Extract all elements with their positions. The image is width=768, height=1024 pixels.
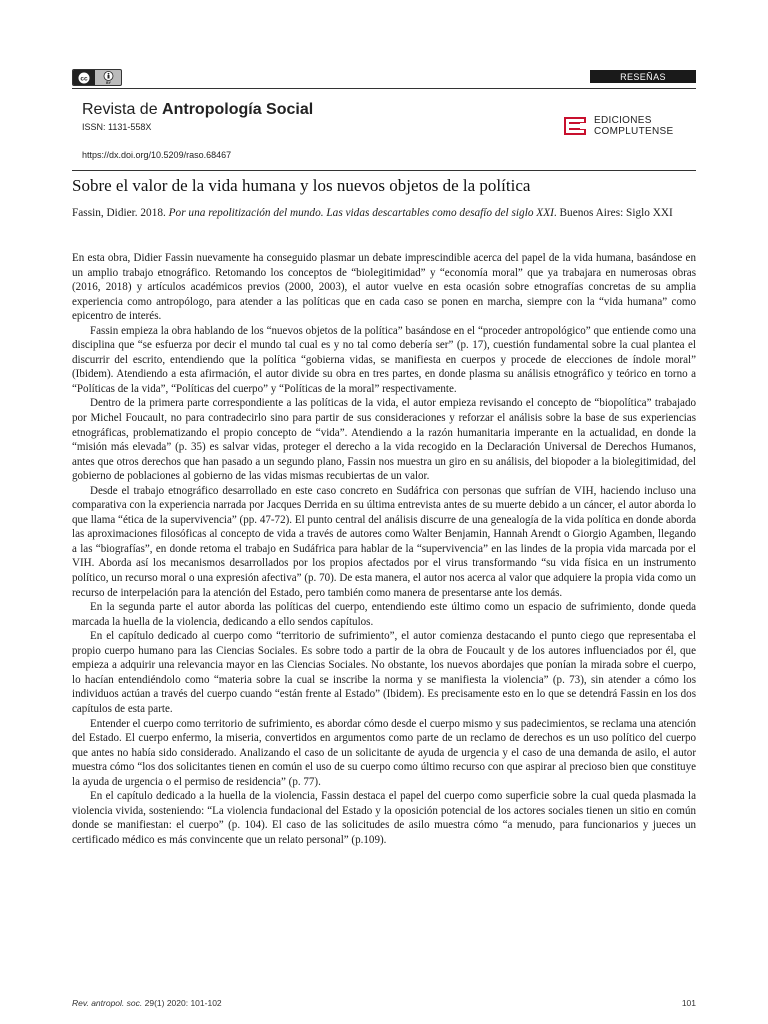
page-number: 101 [681,998,696,1008]
paragraph: Dentro de la primera parte correspondiente a las políticas de la vida, el autor empieza revisando el concepto de “biopolítica” trabajado por Michel Foucault, no para contradecirlo sino para partir de sus consideraciones y reforzar el análisis sobre la base de sus experiencias etnográficas, problematizando el propio concepto de “vida”. Atendiendo a la razón humanitaria imperante en la actualidad, en donde la “misión más elevada” (p. 35) es salvar vidas, proteger el derecho a la vida recogido en la Declaración Universal de Derechos Humanos, antes que otros derechos que han pasado a un segundo plano, Fassin nos muestra un giro en su análisis, del biopoder a la biolegitimidad, del gobierno de poblaciones al gobierno de las vidas mismas recubiertas de un valor. [72,397,696,483]
paragraph: En la segunda parte el autor aborda las políticas del cuerpo, entendiendo este último como un espacio de sufrimiento, donde queda marcada la huella de la violencia, dedicando a ello sendos capítulos. [72,601,696,628]
article-body [72,251,696,847]
journal-title-prefix: Revista de [82,101,163,118]
publisher-line-2: COMPLUTENSE [594,126,674,137]
by-label: BY [105,80,111,84]
book-citation [72,206,696,221]
paragraph: En el capítulo dedicado a la huella de la violencia, Fassin destaca el papel del cuerpo como superficie sobre la cual queda plasmada la violencia vivida, sosteniendo: “La violencia fundacional del Estado y la oposición potencial de los actores sociales tienen un sitio en común donde se manifiestan: el cuerpo” (p. 104). El caso de las solicitudes de asilo muestra cómo “a menudo, para funcionarios y jueces un certificado médico es más convincente que un relato personal” (p.109). [72,790,696,846]
journal-title[interactable] [82,101,313,119]
paragraph: En el capítulo dedicado al cuerpo como “territorio de sufrimiento”, el autor comienza destacando el punto ciego que representaba el propio cuerpo humano para las Ciencias Sociales. Es sobre todo a partir de la obra de Foucault y de los autores influenciados por él, que empieza a adquirir una relevancia mayor en las Ciencias Sociales. No obstante, los nuevos abordajes que ponían la mirada sobre el cuerpo, lo hacían entendiéndolo como “materia sobre la cual se inscribe la norma y se manifiesta la violencia” (p. 73), sin atender a cómo los individuos actúan a través del cuerpo cuando “están frente al Estado” (Ibidem). Es precisamente esto en lo que se detendrá Fassin en los dos capítulos de esta parte. [72,630,696,715]
citation-publisher: . Buenos Aires: Siglo XXI [553,207,673,219]
doi-link[interactable]: https://dx.doi.org/10.5209/raso.68467 [82,150,232,160]
paragraph: Desde el trabajo etnográfico desarrollado en este caso concreto en Sudáfrica con personas que sufrían de VIH, haciendo incluso una comparativa con la experiencia narrada por Jacques Derrida en su última entrevista antes de su muerte debido a un cáncer, el autor aborda lo que llama “ética de la supervivencia” (pp. 47-72). El punto central del análisis discurre de una genealogía de la vida política en donde aborda las aproximaciones filosóficas al concepto de vida a través de autores como Walter Benjamin, Hannah Arendt o Giorgio Agamben, llegando a las “biografías”, en donde retoma el trabajo en Sudáfrica para hablar de la “supervivencia” en las lindes de la propia vida marcada por el VIH. Aborda así los mecanismos desarrollados por los propios afectados por el virus transformando “su vida física en un instrumento político, un recurso moral o una expresión afectiva” (p. 70). De esta manera, el autor nos acerca al valor que adquiere la propia vida como un recurso de interpelación para la atención del Estado, pero también como manera de presentarse ante los demás. [72,484,696,599]
by-attribution-icon [95,70,121,85]
paragraph: Entender el cuerpo como territorio de sufrimiento, es abordar cómo desde el cuerpo mismo y sus padecimientos, se reclama una atención del Estado. El cuerpo enfermo, la miseria, convertidos en argumentos como parte de un reclamo de derechos es un uso político del cuerpo que antes no había sido considerado. Analizando el caso de un solicitante de ayuda de urgencia y el caso de una demanda de asilo, el autor muestra cómo “los dos solicitantes tienen en común el uso de su cuerpo como último recurso con que aspirar al precioso bien que constituye la ayuda de urgencia o el permiso de residencia” (p. 77). [72,717,696,788]
article-title: Sobre el valor de la vida humana y los nuevos objetos de la política [72,176,531,195]
svg-text:cc: cc [80,75,88,83]
cc-icon [73,70,95,85]
journal-header [72,88,696,171]
footer-journal-abbrev: Rev. antropol. soc. [72,998,143,1008]
paragraph: En esta obra, Didier Fassin nuevamente ha conseguido plasmar un debate imprescindible acerca del papel de la vida humana, basándose en un amplio trabajo etnográfico. Retomando los conceptos de “biolegitimidad” y “economía moral” que ya trabajara en numerosas obras (2016, 2018) y artículos académicos previos (2000, 2003), el autor vuelve en esta ocasión sobre etnografías concretas de su amplia experiencia como antropólogo, para atender a las políticas que en cada caso se ponen en marcha, siempre con la “vida humana” como epicentro de interés. [72,252,696,323]
paragraph: Fassin empieza la obra hablando de los “nuevos objetos de la política” basándose en el “proceder antropológico” que entiende como una disciplina que “se esfuerza por decir el mundo tal cual es y no tal como debería ser” (p. 17), cuestión fundamental sobre la cual plantea el discurrir del escrito, entendiendo que la política “gobierna vidas, se manifiesta en cuerpos y procede de elecciones de índole moral” (Ibidem). Atendiendo a esta afirmación, el autor divide su obra en tres partes, en donde plasma su análisis etnográfico y teórico en torno a “Políticas de la vida”, “Políticas del cuerpo” y “Políticas de la moral” respectivamente. [72,324,696,395]
footer-citation [72,998,222,1008]
ediciones-complutense-logo-icon [564,117,586,135]
issn: ISSN: 1131-558X [82,122,152,132]
journal-title-bold: Antropología Social [162,101,314,118]
citation-author: Fassin, Didier. 2018. [72,207,169,219]
cc-by-license-badge[interactable] [72,69,122,86]
citation-book-title: Por una repolitización del mundo. Las vidas descartables como desafío del siglo XXI [168,207,554,219]
publisher-block[interactable] [564,115,673,137]
publisher-name [594,115,673,137]
publisher-line-1: EDICIONES [594,115,652,126]
footer-volume-pages: 29(1) 2020: 101-102 [142,998,222,1008]
section-tag-resenas: RESEÑAS [590,70,696,83]
